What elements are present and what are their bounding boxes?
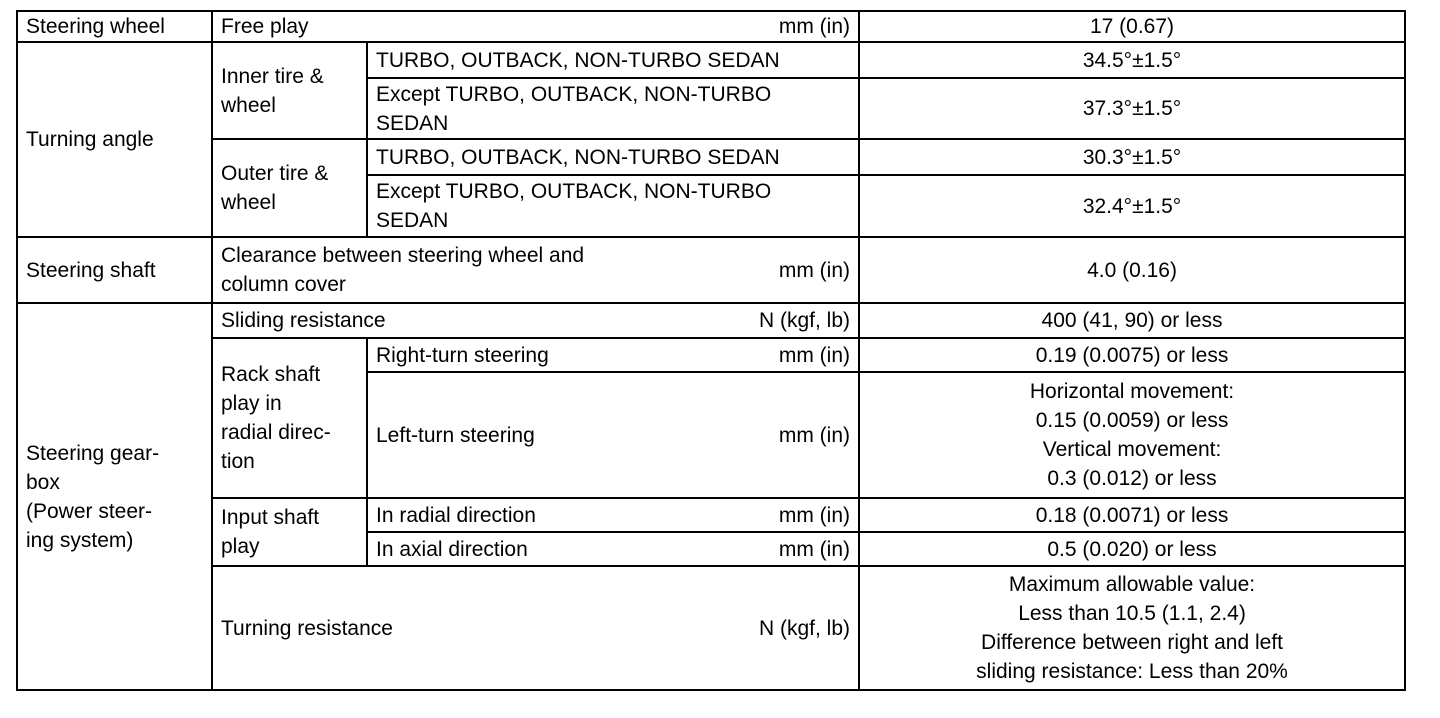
item-clearance [212, 237, 859, 303]
inner-tire-wheel-label: Inner tire & wheel [212, 42, 367, 139]
value-clearance: 4.0 (0.16) [859, 237, 1405, 303]
value-sliding-resistance: 400 (41, 90) or less [859, 303, 1405, 338]
category-steering-shaft: Steering shaft [17, 237, 212, 303]
item-right-turn [367, 338, 859, 372]
value-radial-direction: 0.18 (0.0071) or less [859, 498, 1405, 532]
item-label: Left-turn steering [376, 423, 535, 447]
unit-label: mm (in) [778, 503, 851, 527]
item-sliding-resistance [212, 303, 859, 338]
unit-label: N (kgf, lb) [759, 616, 851, 640]
outer-value-turbo: 30.3°±1.5° [859, 139, 1405, 175]
value-line: Less than 10.5 (1.1, 2.4) [1018, 602, 1246, 625]
item-label: Right-turn steering [376, 343, 549, 367]
table-row [17, 42, 1405, 78]
unit-label: mm (in) [778, 258, 851, 282]
table-row [17, 139, 1405, 175]
item-label: In radial direction [376, 503, 536, 527]
item-label: Clearance between steering wheel and column cover [221, 244, 585, 296]
item-left-turn [367, 372, 859, 498]
rack-shaft-play-label: Rack shaft play in radial direc- tion [212, 338, 367, 498]
table-row [17, 498, 1405, 532]
table-row [17, 303, 1405, 338]
value-right-turn: 0.19 (0.0075) or less [859, 338, 1405, 372]
outer-tire-wheel-label: Outer tire & wheel [212, 139, 367, 237]
specification-table [16, 10, 1406, 691]
item-radial-direction [367, 498, 859, 532]
input-shaft-play-label: Input shaft play [212, 498, 367, 566]
value-line: 0.15 (0.0059) or less [1035, 409, 1229, 432]
outer-condition-turbo: TURBO, OUTBACK, NON-TURBO SEDAN [367, 139, 859, 175]
value-turning-resistance [859, 566, 1405, 690]
unit-label: mm (in) [778, 343, 851, 367]
category-steering-gearbox: Steering gear- box (Power steer- ing system) [17, 303, 212, 690]
category-turning-angle: Turning angle [17, 42, 212, 237]
table-row [17, 338, 1405, 372]
item-free-play [212, 11, 859, 42]
value-left-turn [859, 372, 1405, 498]
unit-label: mm (in) [778, 15, 851, 38]
inner-condition-except: Except TURBO, OUTBACK, NON-TURBO SEDAN [367, 78, 859, 139]
item-label: In axial direction [376, 537, 528, 561]
value-free-play: 17 (0.67) [859, 11, 1405, 42]
category-steering-wheel: Steering wheel [17, 11, 212, 42]
inner-value-except: 37.3°±1.5° [859, 78, 1405, 139]
value-line: Horizontal movement: [1029, 380, 1235, 403]
outer-value-except: 32.4°±1.5° [859, 175, 1405, 237]
value-line: 0.3 (0.012) or less [1047, 467, 1217, 490]
item-label: Sliding resistance [221, 309, 386, 332]
inner-value-turbo: 34.5°±1.5° [859, 42, 1405, 78]
unit-label: N (kgf, lb) [759, 309, 851, 332]
item-label: Free play [221, 15, 309, 38]
unit-label: mm (in) [778, 537, 851, 561]
table-row [17, 11, 1405, 42]
unit-label: mm (in) [778, 423, 851, 447]
item-label: Turning resistance [221, 616, 393, 640]
value-axial-direction: 0.5 (0.020) or less [859, 532, 1405, 566]
table-row [17, 237, 1405, 303]
value-line: Difference between right and left [981, 631, 1283, 654]
outer-condition-except: Except TURBO, OUTBACK, NON-TURBO SEDAN [367, 175, 859, 237]
inner-condition-turbo: TURBO, OUTBACK, NON-TURBO SEDAN [367, 42, 859, 78]
table-row [17, 566, 1405, 690]
value-line: Vertical movement: [1042, 438, 1222, 461]
item-axial-direction [367, 532, 859, 566]
value-line: Maximum allowable value: [1008, 573, 1256, 596]
value-line: sliding resistance: Less than 20% [976, 660, 1288, 683]
item-turning-resistance [212, 566, 859, 690]
